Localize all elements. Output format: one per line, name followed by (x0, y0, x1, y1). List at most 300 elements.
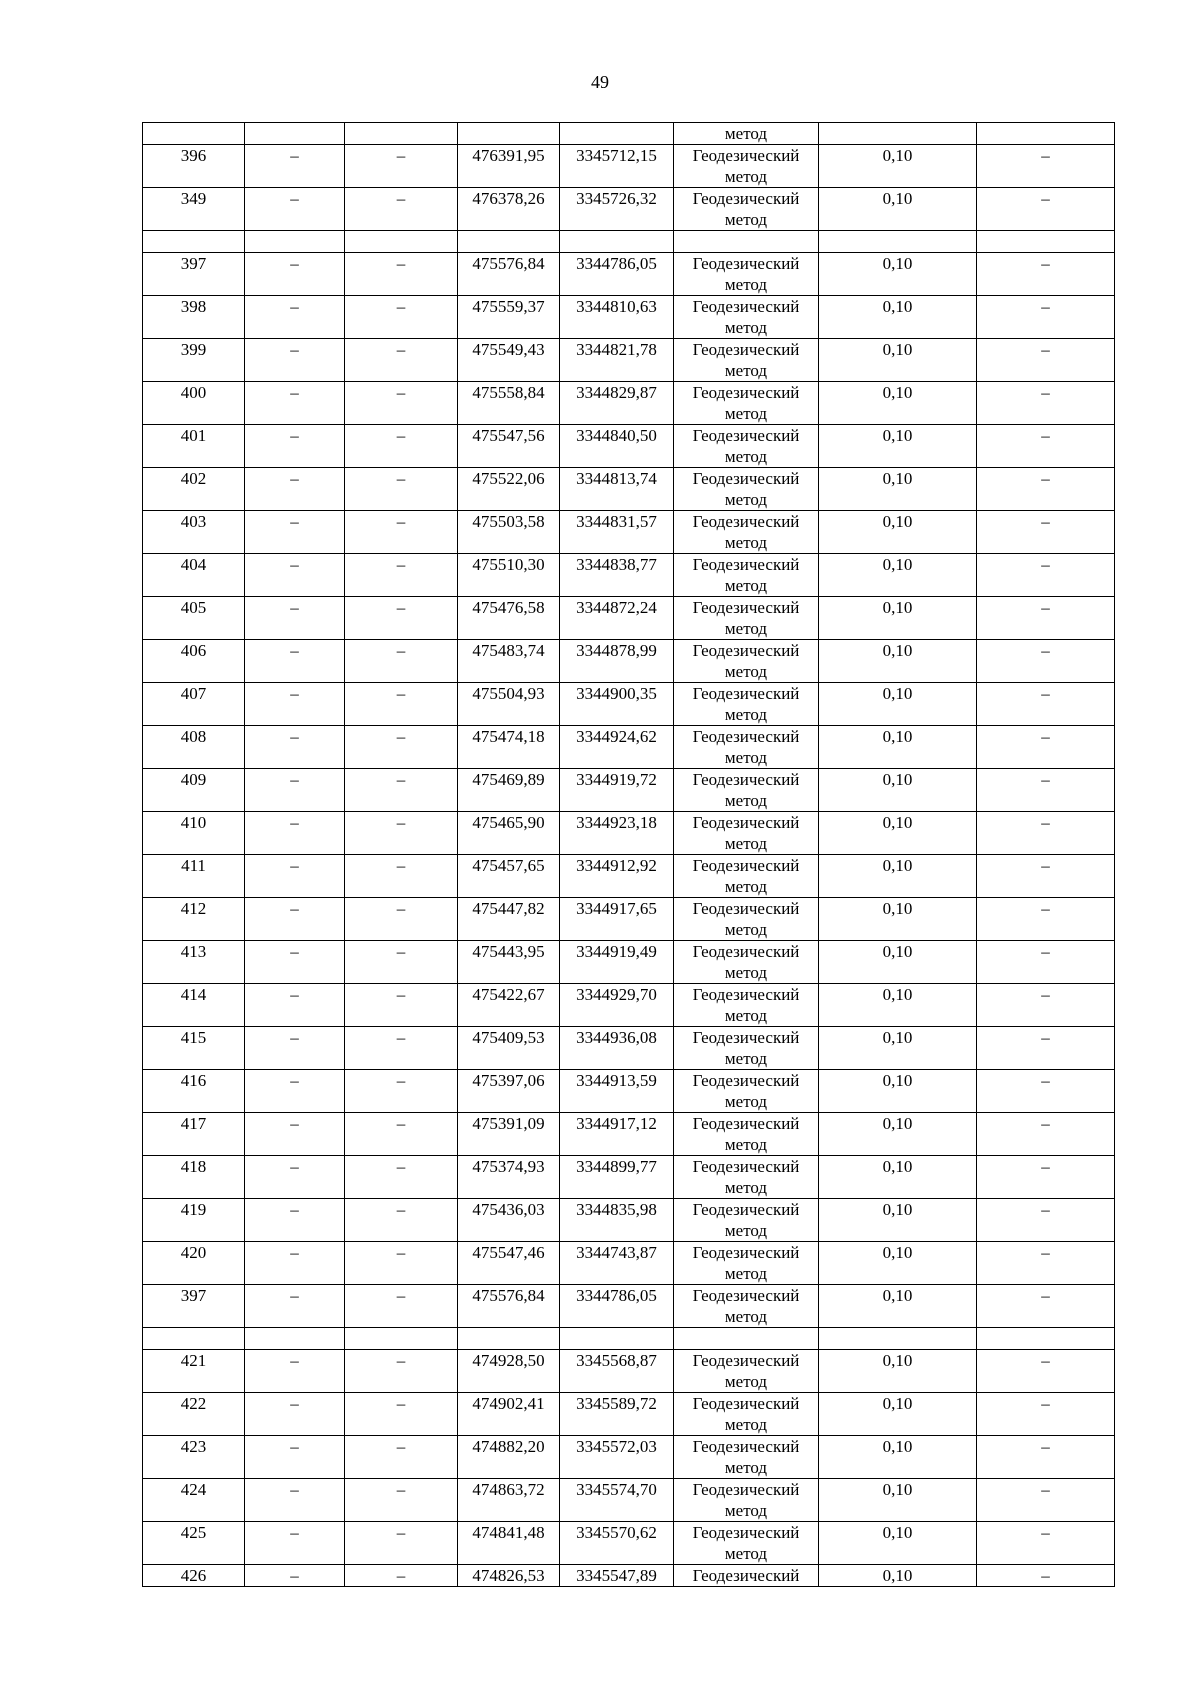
cell-method-continuation: метод (674, 123, 819, 145)
cell-point-number: 420 (143, 1242, 245, 1285)
cell-point-number: 398 (143, 296, 245, 339)
cell-dash: – (977, 1156, 1115, 1199)
cell-dash: – (345, 188, 458, 231)
cell-method (674, 425, 819, 468)
cell-coord-y: 3344810,63 (560, 296, 674, 339)
cell-coord-x: 475510,30 (458, 554, 560, 597)
table-row (143, 640, 1115, 683)
cell-accuracy: 0,10 (819, 253, 977, 296)
cell-accuracy: 0,10 (819, 468, 977, 511)
cell-accuracy: 0,10 (819, 1285, 977, 1328)
method-line: Геодезический (692, 1437, 800, 1456)
cell-dash: – (345, 511, 458, 554)
table-row (143, 468, 1115, 511)
table-row (143, 554, 1115, 597)
cell-point-number: 404 (143, 554, 245, 597)
cell-point-number: 396 (143, 145, 245, 188)
cell-empty (143, 123, 245, 145)
method-line: Геодезический (692, 1114, 800, 1133)
method-line: метод (724, 1415, 768, 1434)
table-row (143, 296, 1115, 339)
cell-accuracy: 0,10 (819, 425, 977, 468)
cell-accuracy: 0,10 (819, 855, 977, 898)
cell-empty (560, 1328, 674, 1350)
cell-dash: – (345, 683, 458, 726)
cell-method (674, 984, 819, 1027)
method-line: метод (724, 963, 768, 982)
cell-coord-x: 475397,06 (458, 1070, 560, 1113)
cell-dash: – (345, 1350, 458, 1393)
table-row (143, 1113, 1115, 1156)
cell-point-number: 417 (143, 1113, 245, 1156)
method-line: Геодезический (692, 684, 800, 703)
table-row-spacer (143, 1328, 1115, 1350)
cell-dash: – (345, 339, 458, 382)
cell-dash: – (977, 597, 1115, 640)
cell-dash: – (977, 1199, 1115, 1242)
method-line: метод (724, 533, 768, 552)
cell-method (674, 769, 819, 812)
cell-dash: – (345, 554, 458, 597)
cell-coord-y: 3344936,08 (560, 1027, 674, 1070)
cell-coord-y: 3344912,92 (560, 855, 674, 898)
cell-coord-x: 474902,41 (458, 1393, 560, 1436)
cell-coord-y: 3344743,87 (560, 1242, 674, 1285)
table-row (143, 726, 1115, 769)
cell-coord-x: 475547,46 (458, 1242, 560, 1285)
cell-dash: – (245, 1285, 345, 1328)
method-line: Геодезический (692, 727, 800, 746)
cell-empty (458, 123, 560, 145)
table-row (143, 941, 1115, 984)
cell-coord-y: 3344813,74 (560, 468, 674, 511)
cell-dash: – (245, 1436, 345, 1479)
cell-dash: – (977, 1393, 1115, 1436)
method-line: метод (724, 619, 768, 638)
cell-coord-y: 3344917,65 (560, 898, 674, 941)
cell-point-number: 402 (143, 468, 245, 511)
table-row (143, 1479, 1115, 1522)
cell-accuracy: 0,10 (819, 1436, 977, 1479)
method-line: метод (724, 748, 768, 767)
cell-dash: – (977, 511, 1115, 554)
cell-point-number: 422 (143, 1393, 245, 1436)
cell-method (674, 382, 819, 425)
cell-coord-y: 3344923,18 (560, 812, 674, 855)
cell-accuracy: 0,10 (819, 188, 977, 231)
method-line: метод (724, 834, 768, 853)
cell-dash: – (245, 898, 345, 941)
cell-dash: – (977, 425, 1115, 468)
cell-accuracy: 0,10 (819, 1070, 977, 1113)
cell-dash: – (345, 1156, 458, 1199)
cell-dash: – (245, 597, 345, 640)
cell-coord-x: 475436,03 (458, 1199, 560, 1242)
cell-empty (560, 123, 674, 145)
cell-dash: – (245, 812, 345, 855)
method-line: Геодезический (692, 254, 800, 273)
cell-empty (245, 123, 345, 145)
cell-dash: – (245, 382, 345, 425)
cell-accuracy: 0,10 (819, 511, 977, 554)
cell-dash: – (345, 1522, 458, 1565)
cell-point-number: 399 (143, 339, 245, 382)
cell-coord-y: 3344878,99 (560, 640, 674, 683)
cell-method (674, 296, 819, 339)
cell-dash: – (245, 855, 345, 898)
table-row (143, 1350, 1115, 1393)
table-row (143, 1070, 1115, 1113)
table-row (143, 511, 1115, 554)
table-row (143, 812, 1115, 855)
cell-empty (143, 231, 245, 253)
cell-dash: – (245, 1156, 345, 1199)
cell-dash: – (977, 1285, 1115, 1328)
cell-dash: – (345, 1393, 458, 1436)
cell-coord-y: 3344838,77 (560, 554, 674, 597)
cell-coord-x: 475558,84 (458, 382, 560, 425)
cell-dash: – (977, 812, 1115, 855)
cell-dash: – (245, 425, 345, 468)
cell-method (674, 145, 819, 188)
method-line: метод (724, 1544, 768, 1563)
cell-dash: – (345, 984, 458, 1027)
cell-dash: – (977, 382, 1115, 425)
table-row (143, 1285, 1115, 1328)
table-row (143, 1393, 1115, 1436)
cell-point-number: 349 (143, 188, 245, 231)
method-line: Геодезический (692, 1157, 800, 1176)
cell-method (674, 640, 819, 683)
cell-dash: – (245, 145, 345, 188)
method-line: Геодезический (692, 297, 800, 316)
method-line: Геодезический (692, 1351, 800, 1370)
cell-coord-x: 475409,53 (458, 1027, 560, 1070)
cell-coord-y: 3344913,59 (560, 1070, 674, 1113)
cell-coord-y: 3345574,70 (560, 1479, 674, 1522)
cell-dash: – (245, 554, 345, 597)
table-row (143, 1436, 1115, 1479)
table-row (143, 382, 1115, 425)
cell-coord-y: 3344831,57 (560, 511, 674, 554)
cell-method (674, 339, 819, 382)
cell-coord-y: 3345712,15 (560, 145, 674, 188)
cell-empty (560, 231, 674, 253)
cell-coord-y: 3344835,98 (560, 1199, 674, 1242)
cell-point-number: 419 (143, 1199, 245, 1242)
cell-point-number: 414 (143, 984, 245, 1027)
cell-dash: – (345, 382, 458, 425)
cell-point-number: 407 (143, 683, 245, 726)
method-line: метод (724, 1221, 768, 1240)
cell-coord-x: 475447,82 (458, 898, 560, 941)
cell-dash: – (977, 1565, 1115, 1587)
cell-accuracy: 0,10 (819, 1522, 977, 1565)
cell-coord-y: 3344786,05 (560, 1285, 674, 1328)
cell-accuracy: 0,10 (819, 1350, 977, 1393)
cell-accuracy: 0,10 (819, 145, 977, 188)
cell-coord-y: 3344919,49 (560, 941, 674, 984)
cell-dash: – (245, 941, 345, 984)
method-line: метод (724, 1092, 768, 1111)
method-line: метод (724, 1006, 768, 1025)
cell-point-number: 424 (143, 1479, 245, 1522)
table-row (143, 145, 1115, 188)
cell-coord-x: 475422,67 (458, 984, 560, 1027)
method-line: метод (724, 167, 768, 186)
table-row (143, 339, 1115, 382)
cell-accuracy: 0,10 (819, 812, 977, 855)
cell-coord-y: 3345572,03 (560, 1436, 674, 1479)
cell-method (674, 1285, 819, 1328)
cell-dash: – (245, 1113, 345, 1156)
table-row (143, 898, 1115, 941)
cell-method (674, 941, 819, 984)
method-line: Геодезический (692, 1028, 800, 1047)
cell-coord-x: 475504,93 (458, 683, 560, 726)
cell-dash: – (977, 145, 1115, 188)
method-line: Геодезический (692, 512, 800, 531)
method-line: метод (724, 1135, 768, 1154)
cell-dash: – (245, 683, 345, 726)
table-row (143, 597, 1115, 640)
method-line: Геодезический (692, 641, 800, 660)
table-row (143, 1565, 1115, 1587)
cell-dash: – (245, 1393, 345, 1436)
cell-dash: – (345, 468, 458, 511)
cell-empty (819, 231, 977, 253)
cell-dash: – (345, 1070, 458, 1113)
cell-point-number: 410 (143, 812, 245, 855)
cell-empty (345, 1328, 458, 1350)
cell-dash: – (977, 1436, 1115, 1479)
cell-point-number: 397 (143, 1285, 245, 1328)
cell-dash: – (245, 253, 345, 296)
cell-coord-x: 475576,84 (458, 253, 560, 296)
cell-dash: – (345, 425, 458, 468)
cell-method (674, 1027, 819, 1070)
cell-dash: – (977, 1350, 1115, 1393)
cell-dash: – (345, 1479, 458, 1522)
cell-dash: – (245, 1199, 345, 1242)
cell-coord-x: 476378,26 (458, 188, 560, 231)
cell-method (674, 1479, 819, 1522)
method-line: Геодезический (692, 1286, 800, 1305)
cell-accuracy: 0,10 (819, 984, 977, 1027)
cell-dash: – (345, 1113, 458, 1156)
cell-dash: – (977, 1027, 1115, 1070)
cell-dash: – (977, 253, 1115, 296)
cell-dash: – (345, 296, 458, 339)
cell-coord-x: 475476,58 (458, 597, 560, 640)
cell-dash: – (245, 984, 345, 1027)
table-row-continuation (143, 123, 1115, 145)
cell-coord-x: 475465,90 (458, 812, 560, 855)
cell-point-number: 416 (143, 1070, 245, 1113)
method-line: метод (724, 318, 768, 337)
cell-coord-y: 3344917,12 (560, 1113, 674, 1156)
cell-dash: – (245, 1565, 345, 1587)
cell-coord-y: 3344924,62 (560, 726, 674, 769)
cell-method (674, 1522, 819, 1565)
method-line: метод (724, 1458, 768, 1477)
cell-dash: – (345, 1285, 458, 1328)
cell-accuracy: 0,10 (819, 597, 977, 640)
cell-accuracy: 0,10 (819, 898, 977, 941)
cell-coord-x: 475443,95 (458, 941, 560, 984)
cell-coord-y: 3344899,77 (560, 1156, 674, 1199)
cell-point-number: 408 (143, 726, 245, 769)
cell-coord-y: 3344900,35 (560, 683, 674, 726)
cell-empty (345, 231, 458, 253)
method-line: метод (724, 275, 768, 294)
cell-dash: – (977, 296, 1115, 339)
method-line: метод (724, 404, 768, 423)
cell-coord-x: 475474,18 (458, 726, 560, 769)
cell-accuracy: 0,10 (819, 554, 977, 597)
cell-point-number: 412 (143, 898, 245, 941)
cell-empty (143, 1328, 245, 1350)
method-line: Геодезический (692, 189, 800, 208)
method-line: метод (724, 877, 768, 896)
cell-dash: – (977, 188, 1115, 231)
cell-empty (245, 1328, 345, 1350)
cell-dash: – (345, 597, 458, 640)
table-row (143, 253, 1115, 296)
cell-coord-y: 3345589,72 (560, 1393, 674, 1436)
cell-coord-y: 3345726,32 (560, 188, 674, 231)
cell-dash: – (345, 1436, 458, 1479)
method-line: Геодезический (692, 899, 800, 918)
method-line: Геодезический (692, 813, 800, 832)
cell-coord-y: 3344872,24 (560, 597, 674, 640)
cell-accuracy: 0,10 (819, 1479, 977, 1522)
cell-coord-x: 475374,93 (458, 1156, 560, 1199)
table-body (143, 123, 1115, 1587)
method-line: метод (724, 1264, 768, 1283)
cell-point-number: 406 (143, 640, 245, 683)
cell-dash: – (245, 726, 345, 769)
cell-coord-x: 476391,95 (458, 145, 560, 188)
cell-coord-x: 474882,20 (458, 1436, 560, 1479)
cell-coord-x: 475469,89 (458, 769, 560, 812)
cell-dash: – (345, 1565, 458, 1587)
cell-dash: – (245, 1242, 345, 1285)
cell-method (674, 1350, 819, 1393)
cell-empty (674, 1328, 819, 1350)
cell-accuracy: 0,10 (819, 296, 977, 339)
cell-method (674, 1565, 819, 1587)
table-row (143, 1242, 1115, 1285)
cell-coord-y: 3345568,87 (560, 1350, 674, 1393)
cell-coord-y: 3345570,62 (560, 1522, 674, 1565)
method-line: метод (724, 361, 768, 380)
cell-empty (977, 231, 1115, 253)
cell-dash: – (245, 640, 345, 683)
cell-dash: – (977, 941, 1115, 984)
cell-dash: – (977, 1242, 1115, 1285)
method-line: Геодезический (692, 985, 800, 1004)
cell-empty (458, 231, 560, 253)
cell-method (674, 511, 819, 554)
cell-coord-y: 3344786,05 (560, 253, 674, 296)
method-line: Геодезический (692, 555, 800, 574)
table-row (143, 683, 1115, 726)
cell-method (674, 898, 819, 941)
cell-method (674, 1113, 819, 1156)
method-line: Геодезический (692, 1523, 800, 1542)
method-line: метод (724, 791, 768, 810)
cell-dash: – (977, 1113, 1115, 1156)
method-line: Геодезический (692, 383, 800, 402)
table-row (143, 1522, 1115, 1565)
cell-coord-x: 475559,37 (458, 296, 560, 339)
cell-dash: – (245, 769, 345, 812)
table-row (143, 188, 1115, 231)
cell-coord-y: 3344821,78 (560, 339, 674, 382)
cell-point-number: 421 (143, 1350, 245, 1393)
cell-dash: – (245, 296, 345, 339)
method-line: метод (724, 576, 768, 595)
cell-dash: – (977, 984, 1115, 1027)
method-line: метод (724, 1501, 768, 1520)
cell-point-number: 403 (143, 511, 245, 554)
cell-accuracy: 0,10 (819, 1156, 977, 1199)
cell-accuracy: 0,10 (819, 683, 977, 726)
cell-dash: – (977, 769, 1115, 812)
cell-dash: – (245, 1522, 345, 1565)
cell-dash: – (977, 1522, 1115, 1565)
cell-point-number: 426 (143, 1565, 245, 1587)
cell-method (674, 855, 819, 898)
page-number: 49 (591, 72, 609, 92)
cell-accuracy: 0,10 (819, 1199, 977, 1242)
method-line: метод (724, 662, 768, 681)
cell-accuracy: 0,10 (819, 640, 977, 683)
cell-dash: – (977, 683, 1115, 726)
cell-method (674, 253, 819, 296)
method-line: Геодезический (692, 598, 800, 617)
cell-coord-x: 475522,06 (458, 468, 560, 511)
method-line: метод (724, 1372, 768, 1391)
cell-method (674, 683, 819, 726)
cell-dash: – (977, 1479, 1115, 1522)
cell-method (674, 1242, 819, 1285)
cell-empty (245, 231, 345, 253)
cell-accuracy: 0,10 (819, 382, 977, 425)
cell-accuracy: 0,10 (819, 339, 977, 382)
method-line: метод (724, 1307, 768, 1326)
cell-point-number: 400 (143, 382, 245, 425)
method-line: Геодезический (692, 469, 800, 488)
cell-method (674, 468, 819, 511)
cell-dash: – (345, 898, 458, 941)
cell-coord-y: 3344919,72 (560, 769, 674, 812)
cell-coord-y: 3345547,89 (560, 1565, 674, 1587)
cell-dash: – (345, 726, 458, 769)
table-row (143, 769, 1115, 812)
cell-dash: – (345, 855, 458, 898)
method-line: Геодезический (692, 1071, 800, 1090)
cell-point-number: 401 (143, 425, 245, 468)
method-line: Геодезический (692, 1480, 800, 1499)
cell-point-number: 405 (143, 597, 245, 640)
cell-point-number: 413 (143, 941, 245, 984)
cell-dash: – (345, 145, 458, 188)
cell-dash: – (345, 1199, 458, 1242)
cell-coord-y: 3344929,70 (560, 984, 674, 1027)
cell-dash: – (977, 468, 1115, 511)
